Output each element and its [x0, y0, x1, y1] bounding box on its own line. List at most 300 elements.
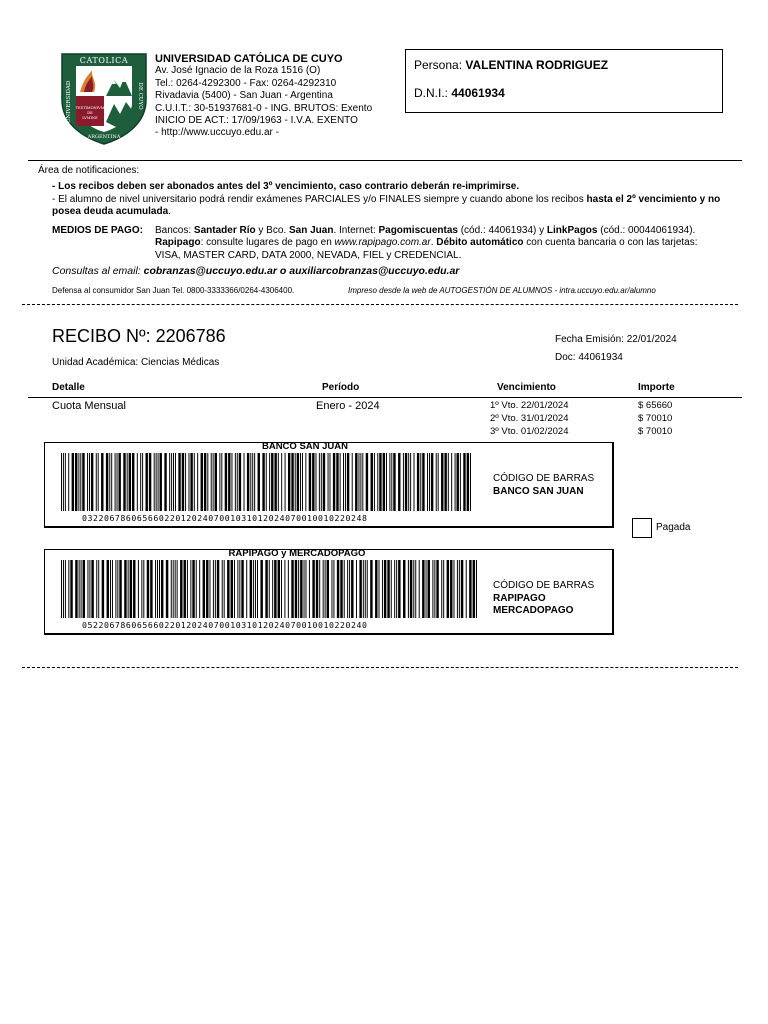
barcode-caption-bold: BANCO SAN JUAN — [493, 485, 584, 497]
barcode-bar — [436, 560, 438, 618]
barcode-bar — [413, 560, 414, 618]
logo-left-text: UNIVERSIDAD — [66, 80, 72, 124]
barcode-bar — [300, 453, 301, 511]
barcode-bar — [209, 560, 210, 618]
barcode-bar — [432, 560, 433, 618]
barcode-bar — [309, 453, 311, 511]
amount-3: $ 70010 — [638, 426, 673, 437]
barcode-bar — [309, 560, 310, 618]
rapipago-link[interactable]: www.rapipago.com.ar — [334, 237, 431, 249]
barcode-bar — [443, 560, 444, 618]
barcode-bar — [396, 560, 397, 618]
barcode-bar — [451, 453, 452, 511]
barcode-bar — [389, 453, 390, 511]
barcode-bar — [83, 560, 85, 618]
consumer-defense: Defensa al consumidor San Juan Tel. 0800-3333366/0264-4306400. — [52, 286, 295, 295]
person-box — [405, 49, 723, 113]
barcode-bar — [269, 560, 270, 618]
barcode-bar — [109, 453, 110, 511]
dni-value: 44061934 — [451, 86, 505, 100]
barcode-bar — [221, 453, 222, 511]
row-periodo: Enero - 2024 — [316, 400, 380, 412]
barcode-bar — [291, 453, 293, 511]
barcode-bar — [441, 560, 442, 618]
person-row — [414, 58, 608, 72]
barcode-digits: 0322067860656602201202407001031012024070010010220248 — [82, 513, 368, 523]
cut-line — [22, 304, 738, 305]
barcode-bar — [149, 453, 151, 511]
barcode-bar — [375, 560, 377, 618]
barcode-bar — [142, 453, 143, 511]
dni-label: D.N.I.: — [414, 86, 449, 100]
barcode-bar — [363, 560, 364, 618]
barcode-bar — [328, 453, 329, 511]
barcode-bar — [414, 453, 415, 511]
barcode-bar — [281, 453, 282, 511]
payment-bold: Rapipago — [155, 237, 201, 249]
barcode-bar — [422, 560, 424, 618]
barcode-bar — [133, 560, 135, 618]
barcode-bar — [355, 453, 357, 511]
person-name: VALENTINA RODRIGUEZ — [465, 58, 609, 72]
barcode-bar — [304, 560, 305, 618]
barcode-bar — [386, 453, 387, 511]
barcode-bar — [285, 453, 286, 511]
barcode-bar — [111, 453, 112, 511]
barcode-bar — [190, 453, 192, 511]
barcode-bar — [228, 453, 230, 511]
barcode-bar — [166, 560, 168, 618]
barcode-bar — [398, 453, 400, 511]
barcode-bar — [235, 453, 236, 511]
payment-text: Bancos: — [155, 225, 194, 236]
barcode-bar — [187, 560, 188, 618]
barcode-bar — [154, 453, 155, 511]
barcode-bar — [340, 453, 341, 511]
barcode-bar — [188, 453, 189, 511]
barcode-bar — [141, 560, 142, 618]
barcode-bar — [434, 560, 435, 618]
barcode-bar — [319, 453, 320, 511]
barcode-bar — [344, 560, 345, 618]
barcode-bar — [371, 453, 373, 511]
barcode-bar — [215, 453, 217, 511]
barcode-bar — [323, 560, 324, 618]
payment-text: con cuenta bancaria o con las tarjetas: — [523, 237, 698, 249]
barcode-bar — [427, 453, 428, 511]
barcode-bar — [175, 560, 176, 618]
consult-emails[interactable]: cobranzas@uccuyo.edu.ar o auxiliarcobranzas@uccuyo.edu.ar — [143, 265, 460, 277]
barcode-bar — [316, 560, 318, 618]
payment-text: . — [430, 237, 437, 249]
barcode-bar — [177, 560, 178, 618]
payment-text: y Bco. — [255, 225, 289, 236]
barcode-bar — [274, 560, 276, 618]
barcode-bar — [157, 560, 158, 618]
barcode-bar — [470, 453, 471, 511]
barcode-bar — [444, 453, 446, 511]
barcode-bar — [237, 453, 238, 511]
barcode-bar — [117, 453, 118, 511]
barcode-bar — [239, 453, 241, 511]
column-header-importe: Importe — [638, 382, 675, 393]
address-line: Rivadavia (5400) - San Juan - Argentina — [155, 90, 333, 102]
amount-1: $ 65660 — [638, 400, 673, 411]
barcode-bar — [359, 560, 361, 618]
barcode-bar — [410, 453, 411, 511]
person-label: Persona: — [414, 58, 463, 72]
barcode-bar — [143, 560, 144, 618]
barcode-bar — [300, 560, 302, 618]
barcode-bar — [450, 560, 452, 618]
barcode-bar — [61, 453, 62, 511]
barcode-bar — [194, 453, 195, 511]
barcode-bar — [250, 453, 251, 511]
payment-text: (cód.: 44061934) y — [457, 225, 547, 236]
barcode-bar — [394, 560, 395, 618]
barcode-bar — [192, 560, 194, 618]
barcode-caption — [493, 473, 594, 498]
barcode-bar — [150, 560, 152, 618]
barcode-bar — [132, 453, 134, 511]
barcode-bar — [405, 453, 407, 511]
barcode-bar — [160, 453, 162, 511]
barcode-bar — [246, 560, 247, 618]
logo-motto-3: LVMINE — [82, 116, 98, 120]
barcode-bar — [197, 453, 198, 511]
barcode-bar — [340, 560, 342, 618]
barcode-bar — [185, 453, 186, 511]
barcode-bar — [343, 453, 344, 511]
barcode-bar — [239, 560, 240, 618]
barcode-bar — [295, 560, 297, 618]
barcode-bar — [408, 453, 409, 511]
barcode-bar — [81, 560, 82, 618]
barcode-bar — [82, 453, 84, 511]
barcode-bar — [333, 453, 335, 511]
barcode-bar — [466, 560, 467, 618]
barcode-bar — [213, 560, 214, 618]
barcode-bar — [330, 453, 331, 511]
barcode-bar — [345, 453, 346, 511]
barcode-title: BANCO SAN JUAN — [261, 441, 349, 452]
barcode-bar — [211, 453, 212, 511]
barcode-bar — [257, 560, 258, 618]
barcode-bar — [201, 453, 203, 511]
consult-label: Consultas al email: — [52, 265, 144, 277]
barcode-bar — [461, 560, 463, 618]
barcode-bar — [347, 453, 349, 511]
barcode-bar — [175, 453, 176, 511]
barcode-bar — [137, 453, 138, 511]
barcode-bar — [65, 560, 66, 618]
barcode-bar — [260, 560, 262, 618]
barcode-bar — [196, 560, 197, 618]
amount-2: $ 70010 — [638, 413, 673, 424]
barcode-bar — [130, 560, 132, 618]
barcode-bar — [117, 560, 118, 618]
notification-bold: hasta el 2º vencimiento y no posea deuda acumulada — [52, 194, 721, 218]
barcode-bar — [199, 560, 200, 618]
barcode-bar — [457, 560, 458, 618]
barcode-bar — [75, 453, 77, 511]
payment-bold: Débito automático — [436, 237, 524, 249]
barcode-bar — [241, 560, 243, 618]
barcode-bar — [112, 560, 113, 618]
barcode-bar — [278, 560, 280, 618]
barcode-bar — [295, 453, 296, 511]
barcode-title: RAPIPAGO y MERCADOPAGO — [228, 548, 366, 559]
barcode-bar — [247, 453, 249, 511]
barcode-caption-line: CÓDIGO DE BARRAS — [493, 580, 595, 591]
barcode-bar — [441, 453, 443, 511]
payment-text: : consulte lugares de pago en — [200, 237, 335, 249]
barcode-bar — [169, 453, 170, 511]
logo-motto-2: DE — [87, 111, 93, 115]
logo-motto-1: TESTIMONIVM — [75, 106, 105, 110]
barcode-bar — [250, 560, 252, 618]
barcode-bar — [234, 560, 235, 618]
barcode-bar — [410, 560, 412, 618]
barcode-bar — [173, 560, 174, 618]
barcode-bar — [448, 453, 449, 511]
barcode-bar — [80, 453, 81, 511]
logo-right-text: DE CUYO — [137, 82, 143, 110]
barcode-bar — [63, 560, 64, 618]
barcode-bar — [107, 560, 109, 618]
barcode-bar — [323, 453, 325, 511]
barcode-bar — [213, 453, 214, 511]
barcode-bar — [467, 453, 469, 511]
barcode-bar — [391, 453, 392, 511]
barcode-bar — [336, 453, 338, 511]
barcode-bar — [379, 560, 380, 618]
barcode-bar — [68, 453, 69, 511]
notification-text: - El alumno de nivel universitario podrá rendir exámenes PARCIALES y/o FINALES siempre y cuando abone los recibos — [52, 194, 587, 205]
barcode-bar — [244, 453, 245, 511]
barcode-bar — [366, 453, 368, 511]
barcode-bar — [217, 560, 219, 618]
barcode-bar — [417, 453, 419, 511]
barcode-bar — [288, 453, 290, 511]
barcode-bar — [184, 560, 186, 618]
barcode-bar — [374, 453, 375, 511]
barcode-bar — [284, 560, 285, 618]
barcode-bar — [426, 560, 427, 618]
barcode-bar — [206, 560, 208, 618]
barcode-bar — [98, 560, 99, 618]
payment-text: VISA, MASTER CARD, DATA 2000, NEVADA, FIEL y CREDENCIAL. — [155, 249, 462, 261]
barcode-bar — [362, 453, 363, 511]
barcode-bar — [356, 560, 357, 618]
column-header-vencimiento: Vencimiento — [497, 382, 556, 393]
barcode-bar — [68, 560, 69, 618]
barcode-bar — [127, 453, 128, 511]
pagada-checkbox[interactable] — [632, 518, 652, 538]
barcode-bar — [266, 453, 267, 511]
column-header-detalle: Detalle — [52, 382, 85, 393]
barcode-bar — [70, 560, 72, 618]
barcode-bar — [87, 560, 88, 618]
barcode-bar — [360, 453, 361, 511]
barcode-bar — [87, 453, 88, 511]
barcode-caption-line: CÓDIGO DE BARRAS — [493, 473, 595, 484]
barcode-bar — [65, 453, 66, 511]
barcode-bar — [325, 560, 326, 618]
header-divider — [28, 160, 742, 161]
barcode-bar — [408, 560, 409, 618]
barcode-bar — [182, 453, 184, 511]
barcode-bar — [128, 560, 129, 618]
barcode-bar — [224, 560, 225, 618]
address-line: Av. José Ignacio de la Roza 1516 (O) — [155, 65, 321, 77]
barcode-bar — [321, 453, 322, 511]
barcode-bar — [367, 560, 368, 618]
barcode-bar — [231, 453, 232, 511]
address-line: - http://www.uccuyo.edu.ar - — [155, 127, 279, 139]
barcode-bar — [420, 453, 421, 511]
barcode-bar — [455, 453, 456, 511]
barcode-bar — [102, 560, 104, 618]
barcode-bar — [403, 560, 405, 618]
barcode-bar — [225, 453, 227, 511]
barcode-bar — [419, 560, 420, 618]
barcode-bar — [278, 453, 279, 511]
barcode-bar — [204, 453, 206, 511]
barcode-bar — [460, 453, 461, 511]
address-line: C.U.I.T.: 30-51937681-0 - ING. BRUTOS: Exento — [155, 102, 373, 114]
barcode — [61, 560, 477, 618]
barcode-bar — [156, 453, 157, 511]
payment-text: . Internet: — [333, 225, 379, 236]
barcode-bar — [327, 560, 329, 618]
academic-unit: Unidad Académica: Ciencias Médicas — [52, 357, 220, 368]
issue-date: Fecha Emisión: 22/01/2024 — [555, 334, 677, 345]
barcode-bar — [463, 453, 465, 511]
university-logo — [58, 52, 150, 146]
barcode-bar — [146, 453, 148, 511]
barcode-bar — [382, 560, 383, 618]
payment-bold: Santader Río — [193, 225, 256, 236]
barcode-bar — [438, 453, 439, 511]
barcode-bar — [129, 453, 131, 511]
barcode-bar — [140, 453, 141, 511]
payment-bold: LinkPagos — [546, 225, 598, 236]
barcode-bar — [365, 560, 366, 618]
barcode-bar — [106, 453, 108, 511]
barcode-bar — [180, 560, 182, 618]
payment-bold: Pagomiscuentas — [378, 225, 458, 236]
barcode-bar — [298, 560, 299, 618]
barcode-bar — [393, 453, 395, 511]
barcode-box-banco-san-juan — [44, 442, 614, 528]
barcode-bar — [78, 453, 79, 511]
receipt-title: RECIBO Nº: 2206786 — [52, 326, 226, 346]
barcode-bar — [312, 453, 314, 511]
university-name: UNIVERSIDAD CATÓLICA DE CUYO — [155, 53, 343, 65]
barcode-bar — [262, 453, 264, 511]
document-number: Doc: 44061934 — [555, 352, 623, 363]
logo-top-text: CATOLICA — [79, 56, 129, 65]
barcode-bar — [190, 560, 191, 618]
university-info — [155, 53, 372, 140]
barcode-bar — [173, 453, 174, 511]
barcode-bar — [431, 453, 433, 511]
barcode-bar — [219, 453, 220, 511]
barcode-bar — [387, 560, 389, 618]
barcode-bar — [115, 453, 116, 511]
due-date-2: 2º Vto. 31/01/2024 — [490, 413, 569, 424]
address-line: INICIO DE ACT.: 17/09/1963 - I.V.A. EXENTO — [155, 115, 358, 127]
barcode-bar — [171, 453, 172, 511]
barcode-bar — [349, 560, 350, 618]
barcode-bar — [370, 560, 372, 618]
barcode-bar — [171, 560, 172, 618]
barcode-caption-bold: MERCADOPAGO — [493, 605, 574, 616]
barcode-bar — [155, 560, 156, 618]
barcode-bar — [269, 453, 270, 511]
barcode-bar — [123, 453, 125, 511]
barcode-bar — [316, 453, 317, 511]
barcode-bar — [178, 453, 180, 511]
barcode-bar — [331, 560, 332, 618]
due-date-1: 1º Vto. 22/01/2024 — [490, 400, 569, 411]
payment-methods-label: MEDIOS DE PAGO: — [52, 225, 143, 236]
barcode-bar — [347, 560, 348, 618]
barcode-bar — [101, 453, 103, 511]
barcode-bar — [476, 560, 477, 618]
payment-text: (cód.: 00044061934). — [597, 225, 696, 236]
barcode-bar — [96, 560, 97, 618]
barcode-bar — [119, 560, 121, 618]
dni-row — [414, 86, 505, 100]
barcode-bar — [459, 560, 460, 618]
barcode-bar — [79, 560, 80, 618]
row-detalle: Cuota Mensual — [52, 400, 126, 412]
consult-email — [52, 265, 459, 277]
barcode-bar — [473, 560, 475, 618]
barcode-bar — [415, 560, 416, 618]
cut-line — [22, 667, 738, 668]
barcode-bar — [358, 453, 359, 511]
barcode-bar — [291, 560, 293, 618]
barcode-bar — [429, 453, 430, 511]
barcode-bar — [63, 453, 64, 511]
barcode-bar — [252, 453, 253, 511]
barcode-bar — [288, 560, 289, 618]
barcode-bar — [115, 560, 116, 618]
barcode-bar — [391, 560, 392, 618]
barcode-bar — [231, 560, 233, 618]
barcode-bar — [337, 560, 339, 618]
barcode-bar — [215, 560, 216, 618]
barcode-bar — [447, 560, 449, 618]
barcode-bar — [398, 560, 400, 618]
barcode-caption-bold: RAPIPAGO — [493, 592, 546, 604]
barcode-bar — [72, 453, 74, 511]
printed-from: Impreso desde la web de AUTOGESTIÓN DE ALUMNOS - intra.uccuyo.edu.ar/alumno — [348, 286, 656, 295]
barcode-bar — [377, 453, 378, 511]
barcode-bar — [89, 453, 90, 511]
barcode-bar — [351, 560, 353, 618]
barcode — [61, 453, 471, 511]
barcode-bar — [274, 453, 276, 511]
barcode-bar — [297, 453, 299, 511]
barcode-bar — [253, 560, 254, 618]
barcode-bar — [383, 453, 385, 511]
barcode-bar — [469, 560, 471, 618]
barcode-bar — [207, 453, 208, 511]
